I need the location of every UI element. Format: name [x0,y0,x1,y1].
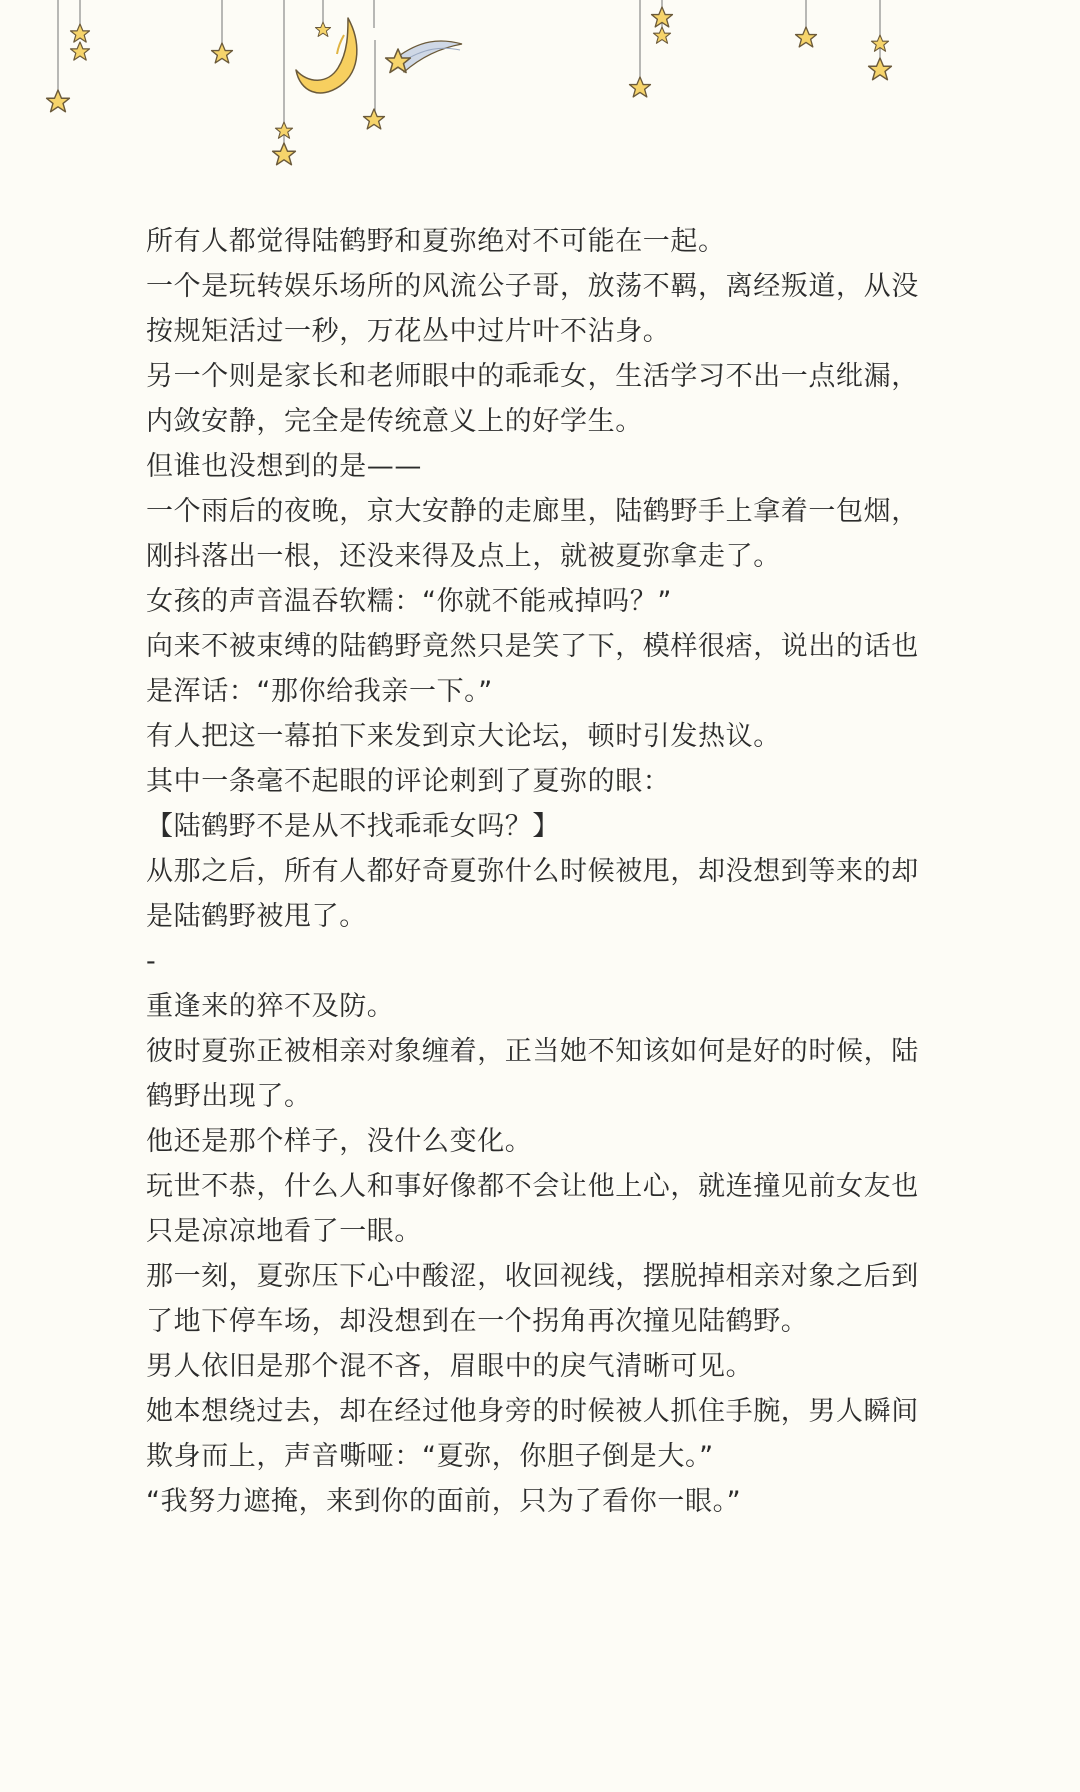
paragraph: 所有人都觉得陆鹤野和夏弥绝对不可能在一起。 [146,226,726,257]
paragraph: 但谁也没想到的是—— [146,451,422,482]
paragraph: “我努力遮掩，来到你的面前，只为了看你一眼。” [146,1486,742,1517]
paragraph: 一个雨后的夜晚，京大安静的走廊里，陆鹤野手上拿着一包烟， 刚抖落出一根，还没来得及点上，就被夏弥拿走了。 [146,496,919,572]
star-icon [47,7,892,165]
paragraph: 女孩的声音温吞软糯：“你就不能戒掉吗？” [146,586,672,617]
paragraph: 另一个则是家长和老师眼中的乖乖女，生活学习不出一点纰漏， 内敛安静，完全是传统意义上的好学生。 [146,361,919,437]
article-body [146,219,926,1524]
paragraph: 其中一条毫不起眼的评论刺到了夏弥的眼： [146,766,671,797]
shooting-star-icon [386,41,462,73]
paragraph: 他还是那个样子，没什么变化。 [146,1126,533,1157]
paragraph: 彼时夏弥正被相亲对象缠着，正当她不知该如何是好的时候，陆 鹤野出现了。 [146,1036,919,1112]
paragraph: 有人把这一幕拍下来发到京大论坛，顿时引发热议。 [146,721,781,752]
paragraph: 从那之后，所有人都好奇夏弥什么时候被甩，却没想到等来的却 是陆鹤野被甩了。 [146,856,919,932]
paragraph: 她本想绕过去，却在经过他身旁的时候被人抓住手腕，男人瞬间 欺身而上，声音嘶哑：“夏弥，你胆子倒是大。” [146,1396,919,1472]
paragraph: 重逢来的猝不及防。 [146,991,395,1022]
paragraph: 向来不被束缚的陆鹤野竟然只是笑了下，模样很痞，说出的话也 是浑话：“那你给我亲一下。” [146,631,919,707]
paragraph: 一个是玩转娱乐场所的风流公子哥，放荡不羁，离经叛道，从没 按规矩活过一秒，万花丛中过片叶不沾身。 [146,271,919,347]
section-separator: - [146,946,157,977]
paragraph: 【陆鹤野不是从不找乖乖女吗？】 [146,811,560,842]
paragraph: 那一刻，夏弥压下心中酸涩，收回视线，摆脱掉相亲对象之后到 了地下停车场，却没想到在一个拐角再次撞见陆鹤野。 [146,1261,919,1337]
paragraph: 男人依旧是那个混不吝，眉眼中的戾气清晰可见。 [146,1351,754,1382]
paragraph: 玩世不恭，什么人和事好像都不会让他上心，就连撞见前女友也 只是凉凉地看了一眼。 [146,1171,919,1247]
hanging-stars-decoration [0,0,1080,200]
